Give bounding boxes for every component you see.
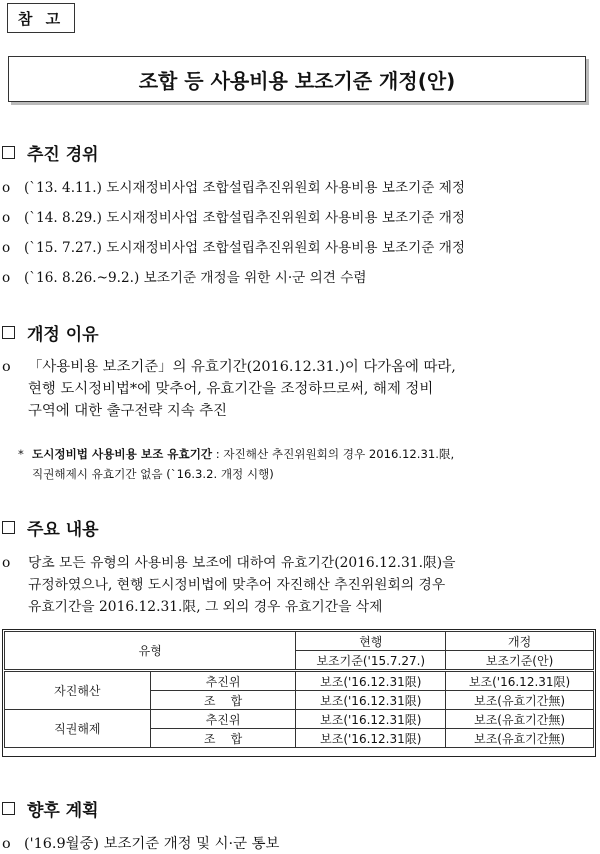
section-title: 주요 내용 [27, 520, 99, 540]
document-title: 조합 등 사용비용 보조기준 개정(안) [8, 56, 586, 102]
cell-revised: 보조(유효기간無) [446, 710, 594, 729]
table-row [5, 710, 594, 729]
list-item: o (`14. 8.29.) 도시재정비사업 조합설립추진위원회 사용비용 보조기준 개정 [2, 210, 465, 226]
row-subtype: 추진위 [150, 710, 296, 729]
cell-revised: 보조('16.12.31限) [446, 671, 594, 691]
group-name: 자진해산 [5, 671, 151, 710]
list-item: o (`16. 8.26.~9.2.) 보조기준 개정을 위한 시·군 의견 수렴 [2, 270, 367, 286]
list-item: o ('16.9월중) 보조기준 개정 및 시·군 통보 [2, 836, 280, 852]
cell-current: 보조('16.12.31限) [296, 710, 446, 729]
section-heading-background [2, 140, 99, 165]
square-bullet-icon [2, 521, 15, 534]
cell-revised: 보조(유효기간無) [446, 729, 594, 748]
section-title: 향후 계획 [27, 801, 99, 821]
header-type: 유형 [5, 632, 296, 671]
cell-revised: 보조(유효기간無) [446, 691, 594, 710]
cell-current: 보조('16.12.31限) [296, 729, 446, 748]
section-heading-plan [2, 796, 99, 821]
content-paragraph: o 당초 모든 유형의 사용비용 보조에 대하여 유효기간(2016.12.31.限)을 규정하였으나, 현행 도시정비법에 맞추어 자진해산 추진위원회의 경우 유효기간을 2016.12.31.限, 그 외의 경우 유효기간을 삭제 [2, 555, 456, 615]
square-bullet-icon [2, 146, 15, 159]
reason-paragraph: o 「사용비용 보조기준」의 유효기간(2016.12.31.)이 다가옴에 따라, 현행 도시정비법*에 맞추어, 유효기간을 조정하므로써, 해제 정비 구역에 대한 출구전략 지속 추진 [2, 359, 456, 419]
header-revised-sub: 보조기준(안) [446, 651, 594, 671]
cell-current: 보조('16.12.31限) [296, 691, 446, 710]
section-title: 추진 경위 [27, 145, 99, 165]
list-item: o (`13. 4.11.) 도시재정비사업 조합설립추진위원회 사용비용 보조기준 제정 [2, 180, 465, 196]
square-bullet-icon [2, 326, 15, 339]
section-heading-content [2, 515, 99, 540]
header-current-sub: 보조기준('15.7.27.) [296, 651, 446, 671]
footnote: * 도시정비법 사용비용 보조 유효기간 : 자진해산 추진위원회의 경우 2016.12.31.限, 직권해제시 유효기간 없음 (`16.3.2. 개정 시행) [18, 447, 455, 481]
cell-current: 보조('16.12.31限) [296, 671, 446, 691]
section-heading-reason [2, 320, 99, 345]
table-row [5, 671, 594, 691]
header-current: 현행 [296, 632, 446, 651]
row-subtype: 조 합 [150, 691, 296, 710]
section-title: 개정 이유 [27, 325, 99, 345]
row-subtype: 추진위 [150, 671, 296, 691]
group-name: 직권해제 [5, 710, 151, 748]
square-bullet-icon [2, 802, 15, 815]
header-revised: 개정 [446, 632, 594, 651]
list-item: o (`15. 7.27.) 도시재정비사업 조합설립추진위원회 사용비용 보조기준 개정 [2, 240, 465, 256]
row-subtype: 조 합 [150, 729, 296, 748]
comparison-table [4, 631, 594, 748]
reference-label: 참 고 [7, 3, 75, 33]
